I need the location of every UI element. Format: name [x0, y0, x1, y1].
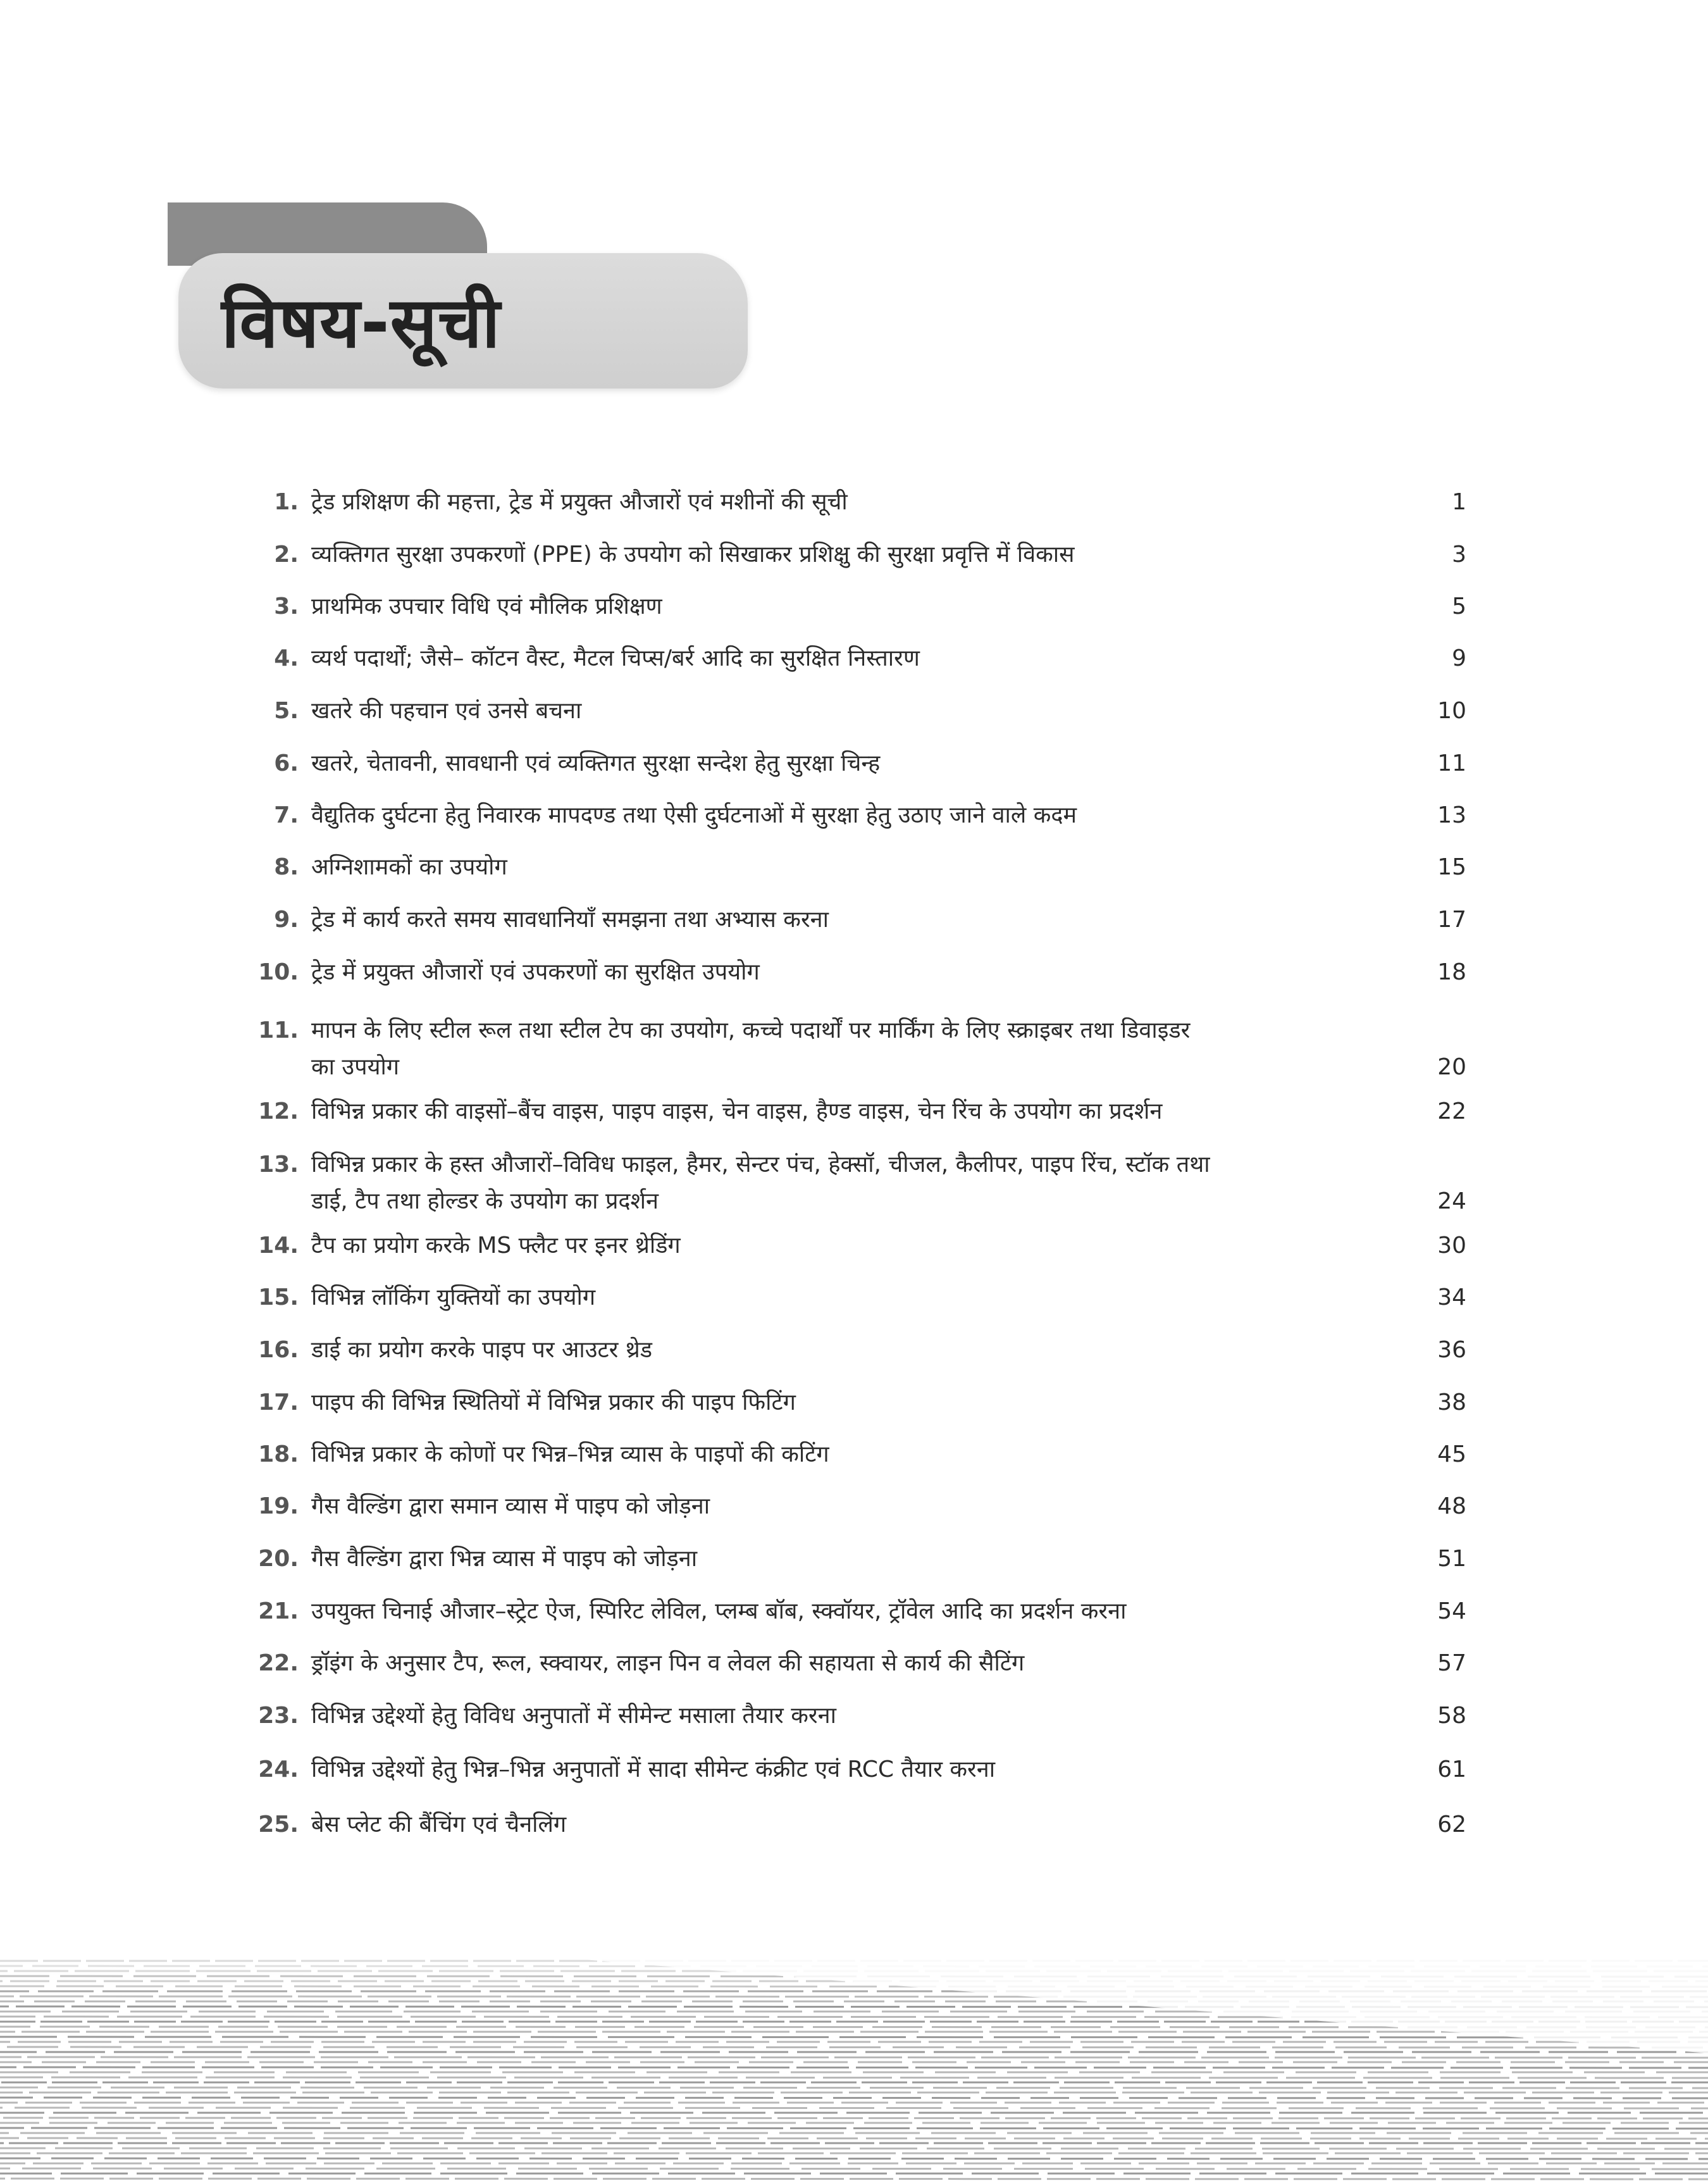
- toc-entry-number: 9.: [274, 907, 299, 933]
- toc-entry-page: 48: [1437, 1493, 1466, 1519]
- toc-entry-title: ट्रेड में प्रयुक्त औजारों एवं उपकरणों का सुरक्षित उपयोग: [311, 959, 760, 985]
- toc-entry: [0, 954, 1708, 991]
- toc-entry-number: 5.: [274, 698, 299, 724]
- toc-entry-number: 24.: [258, 1757, 299, 1782]
- toc-entry-title: विभिन्न उद्देश्यों हेतु भिन्न–भिन्न अनुपातों में सादा सीमेन्ट कंक्रीट एवं RCC तैयार करना: [311, 1757, 996, 1782]
- toc-entry-page: 1: [1452, 489, 1466, 515]
- toc-entry-page: 34: [1437, 1284, 1466, 1310]
- toc-entry-page: 9: [1452, 645, 1466, 671]
- toc-entry-title: विभिन्न उद्देश्यों हेतु विविध अनुपातों में सीमेन्ट मसाला तैयार करना: [311, 1703, 836, 1729]
- toc-entry-page: 61: [1437, 1757, 1466, 1782]
- toc-entry-page: 13: [1437, 802, 1466, 828]
- toc-entry-title: डाई का प्रयोग करके पाइप पर आउटर थ्रेड: [311, 1337, 653, 1363]
- page-title: विषय-सूची: [221, 282, 501, 363]
- toc-entry: [0, 745, 1708, 782]
- toc-entry-number: 19.: [258, 1493, 299, 1519]
- toc-entry: [0, 1593, 1708, 1630]
- toc-entry: [0, 1093, 1708, 1130]
- toc-entry-title: प्राथमिक उपचार विधि एवं मौलिक प्रशिक्षण: [311, 594, 662, 619]
- toc-entry-title: विभिन्न प्रकार के कोणों पर भिन्न–भिन्न व्यास के पाइपों की कटिंग: [311, 1441, 829, 1467]
- toc-entry-page: 5: [1452, 594, 1466, 619]
- toc-entry-number: 21.: [258, 1598, 299, 1624]
- toc-entry-page: 36: [1437, 1337, 1466, 1363]
- toc-entry: [0, 1645, 1708, 1682]
- toc-entry: [0, 484, 1708, 521]
- toc-entry-number: 2.: [274, 542, 299, 568]
- stripe-line: [0, 2057, 1708, 2058]
- stripe-line: [0, 2138, 1708, 2139]
- toc-entry-number: 14.: [258, 1233, 299, 1259]
- toc-entry-number: 20.: [258, 1546, 299, 1572]
- toc-entry-page: 58: [1437, 1703, 1466, 1729]
- stripe-line: [0, 2047, 1708, 2048]
- toc-entry-page: 38: [1437, 1390, 1466, 1415]
- toc-entry-page: 45: [1437, 1441, 1466, 1467]
- toc-entry-page: 20: [1437, 1054, 1466, 1080]
- toc-entry: [0, 1698, 1708, 1734]
- toc-entry-page: 17: [1437, 907, 1466, 933]
- toc-entry-number: 17.: [258, 1390, 299, 1415]
- toc-entry-number: 11.: [258, 1017, 299, 1043]
- toc-entry-title: ड्रॉइंग के अनुसार टैप, रूल, स्क्वायर, लाइन पिन व लेवल की सहायता से कार्य की सैटिंग: [311, 1650, 1025, 1676]
- toc-entry-title: बेस प्लेट की बैंचिंग एवं चैनलिंग: [311, 1812, 567, 1838]
- toc-entry-title: टैप का प्रयोग करके MS फ्लैट पर इनर थ्रेडिंग: [311, 1233, 681, 1259]
- toc-entry-title: व्यक्तिगत सुरक्षा उपकरणों (PPE) के उपयोग को सिखाकर प्रशिक्षु की सुरक्षा प्रवृत्ति में विकास: [311, 542, 1075, 568]
- toc-entry-number: 10.: [258, 959, 299, 985]
- toc-entry-page: 51: [1437, 1546, 1466, 1572]
- toc-entry-page: 11: [1437, 750, 1466, 776]
- toc-entry-title: गैस वैल्डिंग द्वारा भिन्न व्यास में पाइप को जोड़ना: [311, 1546, 698, 1572]
- toc-entry-title: मापन के लिए स्टील रूल तथा स्टील टेप का उपयोग, कच्चे पदार्थों पर मार्किंग के लिए स्क्राइबर तथा डिवाइडर का उपयोग: [311, 1017, 1191, 1080]
- toc-entry-title: खतरे की पहचान एवं उनसे बचना: [311, 698, 582, 724]
- stripe-line: [0, 2158, 1708, 2159]
- toc-entry-title: ट्रेड प्रशिक्षण की महत्ता, ट्रेड में प्रयुक्त औजारों एवं मशीनों की सूची: [311, 489, 848, 515]
- toc-entry: [0, 1384, 1708, 1421]
- toc-entry-page: 54: [1437, 1598, 1466, 1624]
- toc-entry: [0, 1147, 1708, 1220]
- toc-entry: [0, 1332, 1708, 1369]
- toc-entry-title: गैस वैल्डिंग द्वारा समान व्यास में पाइप को जोड़ना: [311, 1493, 710, 1519]
- toc-entry: [0, 1541, 1708, 1577]
- toc-entry: [0, 1012, 1708, 1086]
- toc-entry: [0, 693, 1708, 730]
- toc-entry-title: विभिन्न प्रकार के हस्त औजारों–विविध फाइल, हैमर, सेन्टर पंच, हेक्सॉ, चीजल, कैलीपर, पाइप रिंच, स्टॉक तथा डाई, टैप तथा होल्डर के उपयोग का प्रदर्शन: [311, 1152, 1210, 1214]
- toc-entry-page: 24: [1437, 1188, 1466, 1214]
- toc-entry-title: व्यर्थ पदार्थों; जैसे– कॉटन वैस्ट, मैटल चिप्स/बर्र आदि का सुरक्षित निस्तारण: [311, 645, 920, 671]
- toc-entry-title: खतरे, चेतावनी, सावधानी एवं व्यक्तिगत सुरक्षा सन्देश हेतु सुरक्षा चिन्ह: [311, 750, 881, 776]
- toc-entry: [0, 1807, 1708, 1843]
- toc-entry: [0, 1228, 1708, 1264]
- toc-entry: [0, 849, 1708, 886]
- stripe-line: [0, 2067, 1708, 2068]
- stripe-line: [0, 2077, 1708, 2078]
- decorative-stripes: [0, 1958, 1708, 2183]
- toc-entry-title: वैद्युतिक दुर्घटना हेतु निवारक मापदण्ड तथा ऐसी दुर्घटनाओं में सुरक्षा हेतु उठाए जाने वाले कदम: [311, 802, 1077, 828]
- toc-entry: [0, 1751, 1708, 1788]
- toc-entry-page: 3: [1452, 542, 1466, 568]
- toc-entry: [0, 1279, 1708, 1316]
- toc-entry-number: 1.: [274, 489, 299, 515]
- toc-entry-title: अग्निशामकों का उपयोग: [311, 854, 507, 880]
- toc-entry-number: 13.: [258, 1152, 299, 1178]
- stripe-line: [0, 2148, 1708, 2149]
- toc-entry-number: 4.: [274, 645, 299, 671]
- toc-entry-number: 25.: [258, 1812, 299, 1838]
- toc-entry-title: पाइप की विभिन्न स्थितियों में विभिन्न प्रकार की पाइप फिटिंग: [311, 1390, 796, 1415]
- toc-entry-page: 15: [1437, 854, 1466, 880]
- toc-entry-number: 22.: [258, 1650, 299, 1676]
- toc-entry: [0, 902, 1708, 938]
- toc-entry: [0, 537, 1708, 573]
- toc-entry-number: 16.: [258, 1337, 299, 1363]
- toc-entry-title: विभिन्न प्रकार की वाइसों–बैंच वाइस, पाइप वाइस, चेन वाइस, हैण्ड वाइस, चेन रिंच के उपयोग का प्रदर्शन: [311, 1098, 1163, 1124]
- toc-entry-page: 10: [1437, 698, 1466, 724]
- toc-entry-number: 8.: [274, 854, 299, 880]
- toc-entry: [0, 1488, 1708, 1525]
- toc-entry-page: 18: [1437, 959, 1466, 985]
- toc-entry-number: 18.: [258, 1441, 299, 1467]
- stripe-line: [0, 2168, 1708, 2169]
- toc-entry-page: 62: [1437, 1812, 1466, 1838]
- stripe-line: [0, 2128, 1708, 2129]
- toc-entry-number: 15.: [258, 1284, 299, 1310]
- toc-entry-page: 30: [1437, 1233, 1466, 1259]
- toc-entry-page: 57: [1437, 1650, 1466, 1676]
- toc-entry: [0, 640, 1708, 677]
- toc-entry-page: 22: [1437, 1098, 1466, 1124]
- toc-entry: [0, 588, 1708, 625]
- toc-entry-number: 12.: [258, 1098, 299, 1124]
- stripe-line: [0, 2087, 1708, 2088]
- toc-entry-title: ट्रेड में कार्य करते समय सावधानियाँ समझना तथा अभ्यास करना: [311, 907, 829, 933]
- toc-entry-number: 7.: [274, 802, 299, 828]
- toc-entry: [0, 797, 1708, 834]
- toc-entry-title: विभिन्न लॉकिंग युक्तियों का उपयोग: [311, 1284, 596, 1310]
- toc-entry-number: 6.: [274, 750, 299, 776]
- toc-entry-number: 3.: [274, 594, 299, 619]
- toc-entry-number: 23.: [258, 1703, 299, 1729]
- toc-entry-title: उपयुक्त चिनाई औजार–स्ट्रेट ऐज, स्पिरिट लेविल, प्लम्ब बॉब, स्क्वॉयर, ट्रॉवेल आदि का प्रदर्शन करना: [311, 1598, 1127, 1624]
- toc-entry: [0, 1436, 1708, 1473]
